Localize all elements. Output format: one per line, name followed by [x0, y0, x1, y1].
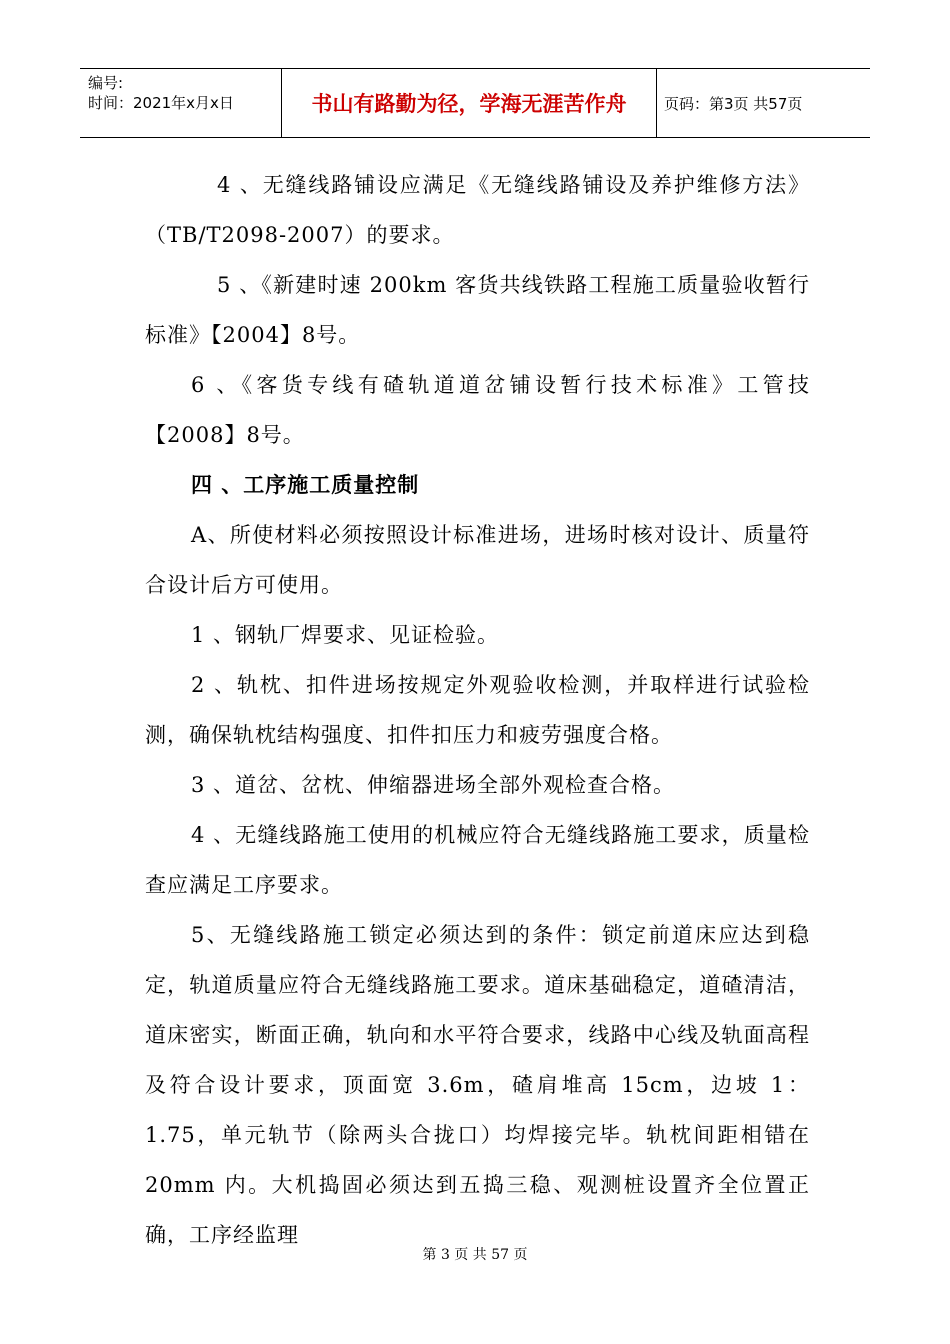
header-motto: 书山有路勤为径，学海无涯苦作舟 [311, 92, 627, 116]
paragraph: 1 、钢轨厂焊要求、见证检验。 [191, 623, 500, 647]
paragraph: 4 、无缝线路施工使用的机械应符合无缝线路施工要求，质量检查应满足工序要求。 [145, 823, 810, 897]
page-footer: 第 3 页 共 57 页 [422, 1247, 528, 1263]
page-header [80, 68, 870, 138]
paragraph: 6 、《客货专线有碴轨道道岔铺设暂行技术标准》工管技【2008】8号。 [145, 373, 810, 447]
paragraph: 3 、道岔、岔枕、伸缩器进场全部外观检查合格。 [191, 773, 676, 797]
paragraph: 5 、《新建时速 200km 客货共线铁路工程施工质量验收暂行标准》【2004】8号。 [145, 273, 810, 347]
paragraph: 4 、无缝线路铺设应满足《无缝线路铺设及养护维修方法》（TB/T2098-2007）的要求。 [145, 173, 810, 247]
document-date: 时间：2021年x月x日 [88, 94, 234, 112]
document-number-label: 编号: [88, 74, 124, 92]
section-heading: 四 、工序施工质量控制 [191, 472, 420, 497]
header-page-info: 页码：第3页 共57页 [664, 95, 803, 113]
header-meta [88, 73, 234, 113]
document-body [145, 160, 810, 1260]
paragraph: 2 、轨枕、扣件进场按规定外观验收检测，并取样进行试验检测，确保轨枕结构强度、扣件扣压力和疲劳强度合格。 [145, 673, 810, 747]
paragraph: A、所使材料必须按照设计标准进场，进场时核对设计、质量符合设计后方可使用。 [145, 523, 810, 597]
paragraph: 5、无缝线路施工锁定必须达到的条件：锁定前道床应达到稳定，轨道质量应符合无缝线路施工要求。道床基础稳定，道碴清洁，道床密实，断面正确，轨向和水平符合要求，线路中心线及轨面高程及符合设计要求，顶面宽 3.6m，碴肩堆高 15cm，边坡 1：1.75，单元轨节（除两头合拢口）均焊接完毕。轨枕间距相错在 20mm 内。大机捣固必须达到五捣三稳、观测桩设置齐全位置正确，工序经监理 [145, 923, 810, 1247]
header-divider [656, 69, 657, 137]
